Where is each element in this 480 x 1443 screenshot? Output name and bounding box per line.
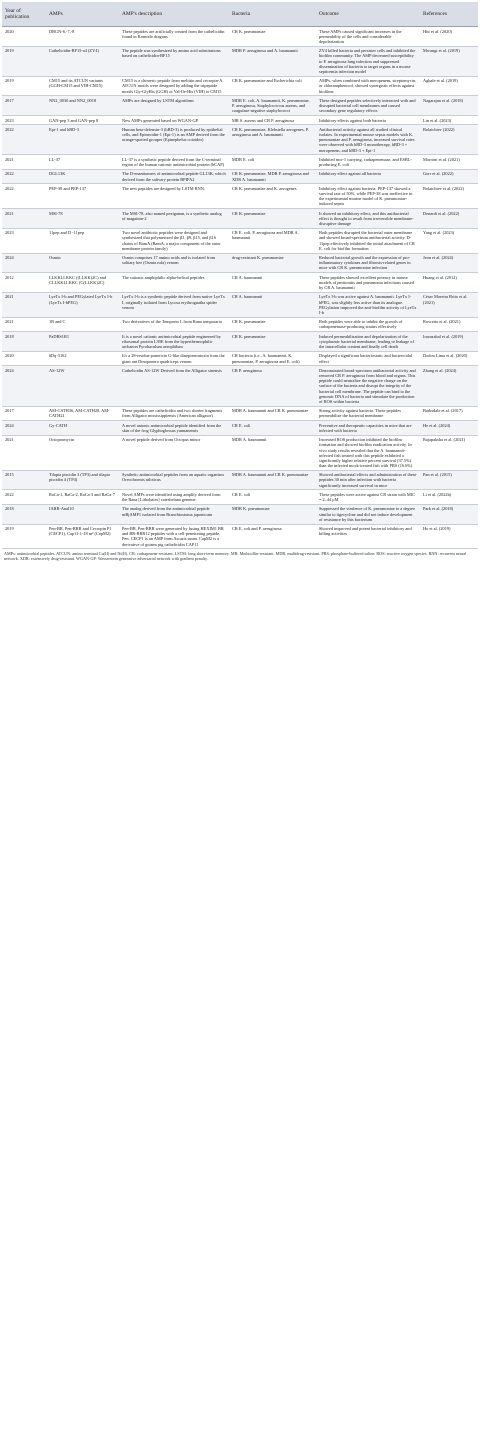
cell-reference: Rajapaksha et al. (2021) xyxy=(420,435,478,470)
header-row xyxy=(2,2,478,27)
cell-description: CM15 is a chimeric peptide from melittin and cecropin-A. ATCUN motifs were designed by adding the tripeptide motifs Gly-GlyHis (GGH) or Val-Ile-His (VIH) to CM15 xyxy=(119,76,229,96)
cell-outcome: AMPs, when combined with meropenem, streptomycin, or chloramphenicol, showed synergistic effects against biofilms xyxy=(316,76,420,96)
cell-year: 2021 xyxy=(2,209,46,229)
cell-year: 2021 xyxy=(2,435,46,470)
cell-description: The D-enantiomers of antimicrobial peptide GL13K, which derived from the salivary protein BPIFA2 xyxy=(119,169,229,184)
cell-description: Cathelicidin AS-12W Derived from the Alligator sinensis xyxy=(119,366,229,406)
cell-year: 2023 xyxy=(2,228,46,253)
cell-amp: LyeTx I-b and PEGylated LyeTx I-b (LyeTx I-bPEG) xyxy=(46,292,119,317)
cell-outcome: Antibacterial activity against all studied clinical isolates. In experimental mouse sepsis models with K. pneumoniae and P. aeruginosa, increased survival rates were observed with hBD-3 monotherapy, hBD-3 + meropenem, and hBD-3 + Epi-1 xyxy=(316,125,420,155)
cell-amp: δDq-3162 xyxy=(46,351,119,366)
cell-reference: Denardi et al. (2022) xyxy=(420,209,478,229)
cell-description: It is a novel cationic antimicrobial peptide engineered by ribosomal protein L39E from the hyperthermophilic archaeon Pyrobaculum aerophilum xyxy=(119,332,229,352)
cell-bacteria: CR K. pneumoniae xyxy=(229,27,316,47)
cell-year: 2012 xyxy=(2,273,46,293)
table-row xyxy=(2,184,478,209)
cell-outcome: Both peptides disrupted the bacterial outer membrane and showed broad-spectrum antibacterial activity. D-11pep effectively inhibited the initial attachment of CR E. coli for biofilm formation xyxy=(316,228,420,253)
cell-reference: Roscetto et al. (2021) xyxy=(420,317,478,332)
cell-bacteria: CR K. pneumoniae xyxy=(229,332,316,352)
header-references: References xyxy=(420,2,478,27)
cell-amp: LLKKLLKKC ((LLKK)2C) and CLLKKLLKKC (C(LLKK)2C) xyxy=(46,273,119,293)
cell-outcome: These AMPs caused significant increases in the permeability of the cells and considerable depolarization xyxy=(316,27,420,47)
table-row xyxy=(2,209,478,229)
cell-year: 2019 xyxy=(2,46,46,76)
cell-bacteria: CR P. aeruginosa xyxy=(229,366,316,406)
cell-amp: 1B and C xyxy=(46,317,119,332)
table-row xyxy=(2,470,478,490)
cell-outcome: Preventive and therapeutic capacities in mice that are infected with bacteria xyxy=(316,421,420,436)
header-year: Year of publication xyxy=(2,2,46,27)
cell-outcome: These peptides showed excellent potency in mouse models of peritonitis and pneumonia infections caused by CR A. baumannii xyxy=(316,273,420,293)
table-row xyxy=(2,366,478,406)
table-row xyxy=(2,27,478,47)
cell-year: 2023 xyxy=(2,115,46,124)
cell-bacteria: MDR E. coli, A. baumannii, K. pneumoniae, P. aeruginosa, Staphylococcus aureus, and coagulase-negative staphylococci xyxy=(229,96,316,116)
cell-reference: Mwangi et al. (2019) xyxy=(420,46,478,76)
cell-amp: PEP-38 and PEP-137 xyxy=(46,184,119,209)
cell-outcome: Strong activity against bacteria. These peptides permeabilize the bacterial membrane xyxy=(316,406,420,421)
cell-outcome: These peptides were active against CR strain with MIC = 2–44 μM xyxy=(316,490,420,505)
cell-reference: Jeon et al. (2024) xyxy=(420,253,478,273)
cell-amp: PaDBS1R1 xyxy=(46,332,119,352)
cell-reference: Yang et al. (2023) xyxy=(420,228,478,253)
cell-description: Novel AMPs were identified using amplify derived from the Rana [Lithobates] catesbeiana genome xyxy=(119,490,229,505)
cell-reference: Dodou Lima et al. (2020) xyxy=(420,351,478,366)
cell-amp: AM-CATH36, AM-CATH28, AM-CATH21 xyxy=(46,406,119,421)
cell-year: 2022 xyxy=(2,490,46,505)
header-outcome: Outcome xyxy=(316,2,420,27)
cell-bacteria: CR K. pneumoniae xyxy=(229,317,316,332)
table-row xyxy=(2,490,478,505)
cell-reference: Agbale et al. (2019) xyxy=(420,76,478,96)
cell-bacteria: MDR E. coli xyxy=(229,155,316,170)
cell-amp: DRGN-6,-7,-8 xyxy=(46,27,119,47)
header-amps: AMPs xyxy=(46,2,119,27)
cell-description: A novel anionic antimicrobial peptide identified from the skin of the frog Glyphoglossus yunnanensis xyxy=(119,421,229,436)
cell-reference: Park et al. (2018) xyxy=(420,504,478,524)
cell-reference: Pan et al. (2015) xyxy=(420,470,478,490)
cell-bacteria: CR K. pneumoniae and K. aerogenes xyxy=(229,184,316,209)
cell-reference: Irazazabal et al. (2019) xyxy=(420,332,478,352)
cell-amp: Tilapia piscidin 3 (TP3) and tilapia piscidin 4 (TP4) xyxy=(46,470,119,490)
table-footnote: AMPs: antimicrobial peptides. ATCUN: amino terminal Cu(II) and Ni(II). CR: carbapenem-resistant. LSTM: long short-term memory. MR: Methicillin-resistant. MDR: multidrug-resistant. PBS: phosphate-buffered saline. ROS: reactive oxygen species. RNN: recurrent neural network. XDR: extensively drug-resistant. WGAN-GP: Wasserstein generative adversarial network with gradient penalty. xyxy=(4,551,467,562)
cell-description: A novel peptide derived from Octopus minor xyxy=(119,435,229,470)
table-row xyxy=(2,524,478,549)
cell-amp: 11pep and D -11pep xyxy=(46,228,119,253)
cell-amp: Pen-BR, Pen-RRR and Cecropin P1 (CECP1), Cap11-1-18 m² (CapM2) xyxy=(46,524,119,549)
cell-bacteria: CR K. pneumoniae and Escherichia coli xyxy=(229,76,316,96)
cell-amp: IARR-Anal10 xyxy=(46,504,119,524)
cell-description: LyeTx I-b is a synthetic peptide derived from native LyeTx I, originally isolated from Lycosa erythrognatha spider venom xyxy=(119,292,229,317)
cell-outcome: These designed peptides selectively interacted with and disrupted bacterial cell membranes and caused secondary gene regulatory effects xyxy=(316,96,420,116)
cell-amp: NN2_0030 and NN2_0018 xyxy=(46,96,119,116)
cell-year: 2024 xyxy=(2,366,46,406)
cell-description: Two derivatives of the Temporin L from Rana temporaria xyxy=(119,317,229,332)
table-row xyxy=(2,76,478,96)
cell-outcome: Showed antibacterial effects and administration of these peptides 30 min after infection with bacteria significantly increased survival in mice xyxy=(316,470,420,490)
cell-reference: Bolatchiev et al. (2022) xyxy=(420,184,478,209)
table-row xyxy=(2,435,478,470)
cell-bacteria: MDR A. baumannii and CR K. pneumoniae xyxy=(229,470,316,490)
cell-bacteria: MDR A. baumannii xyxy=(229,435,316,470)
table-figure xyxy=(2,2,478,561)
cell-year: 2022 xyxy=(2,184,46,209)
cell-reference: Nagarajan et al. (2018) xyxy=(420,96,478,116)
header-bacteria: Bacteria xyxy=(229,2,316,27)
cell-reference: Ho et al. (2019) xyxy=(420,524,478,549)
table-row xyxy=(2,421,478,436)
table-row xyxy=(2,406,478,421)
cell-bacteria: CR K. pneumoniae, Klebsiella aerogenes, P. aeruginosa and A. baumannii xyxy=(229,125,316,155)
cell-year: 2015 xyxy=(2,470,46,490)
cell-amp: AS-12W xyxy=(46,366,119,406)
table-row xyxy=(2,253,478,273)
cell-bacteria: MDR P. aeruginosa and A. baumannii xyxy=(229,46,316,76)
cell-bacteria: MDR A. baumannii and CR K. pneumoniae xyxy=(229,406,316,421)
table-row xyxy=(2,273,478,293)
cell-bacteria: MDR K. pneumoniae xyxy=(229,504,316,524)
cell-year: 2024 xyxy=(2,421,46,436)
cell-description: These peptides are cathelicidin and two shorter fragments from Alligator mississippiensis (American alligator) xyxy=(119,406,229,421)
cell-description: Human beta-defensin-3 (hBD-3) is produced by epithelial cells, and Epinecidin-1 (Epi-1) is an AMP derived from the orange-spotted grouper (Epinephelus coioides) xyxy=(119,125,229,155)
cell-year: 2019 xyxy=(2,76,46,96)
cell-outcome: ZY4 killed bacteria and persister cells and inhibited the biofilm community. The AMP decreased susceptibility to P. aeruginosa lung infection and suppressed dissemination of bacteria to target organs in a mouse septicemia infection model xyxy=(316,46,420,76)
cell-bacteria: CR A. baumannii xyxy=(229,273,316,293)
cell-description: LL-37 is a synthetic peptide derived from the C-terminal region of the human cationic antimicrobial protein (hCAP) xyxy=(119,155,229,170)
table-row xyxy=(2,351,478,366)
table-row xyxy=(2,155,478,170)
cell-description: Synthetic antimicrobial peptides from an aquatic organism Oreochromis niloticus xyxy=(119,470,229,490)
table-body xyxy=(2,27,478,549)
cell-outcome: Reduced bacterial growth and the expression of pro-inflammatory cytokines and fibrosis-related genes in mice with CR K. pneumoniae infection xyxy=(316,253,420,273)
cell-description: These peptides are artificially created from the cathelicidin found in Komodo dragons xyxy=(119,27,229,47)
cell-bacteria: CR E. coli xyxy=(229,421,316,436)
cell-outcome: Inhibitory effects against both bacteria xyxy=(316,115,420,124)
table-row xyxy=(2,115,478,124)
cell-outcome: Increased ROS production inhibited the biofilm formation and showed biofilm eradication activity. In vivo study results revealed that the A. baumannii-infected fish treated with this peptide exhibited a significantly higher relative percent survival (37.5%) than the infected mock-treated fish with PBS (16.6%) xyxy=(316,435,420,470)
cell-outcome: It showed an inhibitory effect, and this antibacterial effect is thought to result from irreversible membrane-disruptive damage xyxy=(316,209,420,229)
cell-year: 2020 xyxy=(2,27,46,47)
cell-reference: Barksdale et al. (2017) xyxy=(420,406,478,421)
cell-outcome: Suppressed the virulence of K. pneumoniae to a degree similar to tigecycline and did not induce development of resistance by this bacterium xyxy=(316,504,420,524)
cell-amp: Epi-1 and hBD-3 xyxy=(46,125,119,155)
table-row xyxy=(2,125,478,155)
cell-outcome: Both peptides were able to inhibit the growth of carbapenemase-producing strains effectively xyxy=(316,317,420,332)
table-row xyxy=(2,228,478,253)
cell-outcome: Induced permeabilization and depolarization of the cytoplasmic bacterial membrane, leading to leakage of the intracellular content and finally cell death xyxy=(316,332,420,352)
cell-bacteria: CR A. baumannii xyxy=(229,292,316,317)
cell-description: The new peptides are designed by LSTM RNN. xyxy=(119,184,229,209)
cell-amp: LL-37 xyxy=(46,155,119,170)
cell-amp: CM15 and its ATCUN variants (GGH-CM15 and VIH-CM15) xyxy=(46,76,119,96)
cell-outcome: LyeTx I-b was active against A. baumannii. LyeTx I-bPEG, was slightly less active than its analogue. PEGylation improved the anti-biofilm activity of LyeTx I-b xyxy=(316,292,420,317)
cell-year: 2024 xyxy=(2,253,46,273)
cell-outcome: Inhibitory effect against bacteria. PEP-137 showed a survival rate of 50%, while PEP-38 was ineffective in the experimental murine model of K. pneumoniae-induced sepsis xyxy=(316,184,420,209)
cell-bacteria: CR K. pneumoniae, MDR P. aeruginosa and XDR A. baumannii xyxy=(229,169,316,184)
cell-bacteria: CR K. pneumoniae xyxy=(229,209,316,229)
cell-year: 2017 xyxy=(2,406,46,421)
cell-outcome: Showed improved and potent bacterial inhibitory and killing activities xyxy=(316,524,420,549)
cell-reference: Morroni et al. (2021) xyxy=(420,155,478,170)
cell-year: 2022 xyxy=(2,125,46,155)
cell-year: 2018 xyxy=(2,332,46,352)
cell-reference: Bolatchiev (2022) xyxy=(420,125,478,155)
cell-year: 2021 xyxy=(2,317,46,332)
cell-description: Two novel antibiotic peptides were designed and synthesized that polymerized the β1, β9, β15, and β16 chains of BamA (BamA, a major component of the outer membrane protein family) xyxy=(119,228,229,253)
cell-description: The analog derived from the antimicrobial peptide mBjAMP1 isolated from Branchiostoma japonicum xyxy=(119,504,229,524)
amp-table xyxy=(2,2,478,549)
cell-reference: Lin et al. (2023) xyxy=(420,115,478,124)
table-row xyxy=(2,504,478,524)
cell-outcome: Inhibited mcr-1 carrying, carbapenemase, and ESBL-producing E. coli xyxy=(316,155,420,170)
cell-reference: Li et al. (2022b) xyxy=(420,490,478,505)
table-row xyxy=(2,332,478,352)
cell-year: 2021 xyxy=(2,155,46,170)
cell-reference: Zhang et al. (2024) xyxy=(420,366,478,406)
cell-year: 2022 xyxy=(2,169,46,184)
cell-amp: MSI-78 xyxy=(46,209,119,229)
cell-description: Osmin comprises 17 amino acids and is isolated from solitary bee (Osmia rufa) venom xyxy=(119,253,229,273)
cell-description: It's a 28-residue ponericin G-like dinoponeratoxin from the giant ant Dinoponera quadriceps venom xyxy=(119,351,229,366)
table-row xyxy=(2,96,478,116)
cell-description: The peptide was synthesized by amino acid substitutions based on cathelicidin-BF15 xyxy=(119,46,229,76)
cell-bacteria: CR bacteria (i.e., A. baumannii, K. pneumoniae, P. aeruginosa and E. coli) xyxy=(229,351,316,366)
cell-reference: César Moreira Brito et al. (2021) xyxy=(420,292,478,317)
cell-amp: Gy-CATH xyxy=(46,421,119,436)
cell-outcome: Inhibitory effect against all bacteria xyxy=(316,169,420,184)
cell-description: The cationic amphiphilic alpha-helical peptides xyxy=(119,273,229,293)
cell-year: 2020 xyxy=(2,351,46,366)
table-row xyxy=(2,292,478,317)
cell-reference: Huang et al. (2012) xyxy=(420,273,478,293)
table-header xyxy=(2,2,478,27)
cell-bacteria: CR E. coli, P. aeruginosa and MDR A. baumannii xyxy=(229,228,316,253)
header-description: AMP's description xyxy=(119,2,229,27)
cell-amp: Octopromycin xyxy=(46,435,119,470)
cell-amp: Cathelicidin-BF15-a4 (ZY4) xyxy=(46,46,119,76)
cell-description: New AMPs generated based on WGAN-GP. xyxy=(119,115,229,124)
cell-reference: Hitt et al. (2020) xyxy=(420,27,478,47)
cell-amp: DGL13K xyxy=(46,169,119,184)
cell-description: The MSI-78, also named pexiganan, is a synthetic analog of magainin-2 xyxy=(119,209,229,229)
cell-outcome: Displayed a significant bacteriostatic and bactericidal effect xyxy=(316,351,420,366)
cell-amp: RaCa-1, RaCa-2, RaCa-3 and RaCa-7 xyxy=(46,490,119,505)
cell-bacteria: CR E. coli and P. aeruginosa xyxy=(229,524,316,549)
cell-bacteria: MR S. aureus and CR P. aeruginosa xyxy=(229,115,316,124)
cell-year: 2017 xyxy=(2,96,46,116)
table-row xyxy=(2,46,478,76)
cell-amp: Osmin xyxy=(46,253,119,273)
cell-amp: GAN-pep 3 and GAN-pep 8 xyxy=(46,115,119,124)
cell-year: 2021 xyxy=(2,292,46,317)
cell-year: 2019 xyxy=(2,524,46,549)
cell-bacteria: drug-resistant K. pneumoniae xyxy=(229,253,316,273)
cell-year: 2018 xyxy=(2,504,46,524)
cell-reference: Gorr et al. (2022) xyxy=(420,169,478,184)
table-row xyxy=(2,317,478,332)
cell-description: Pen-BR, Pen-RRR were generated by fusing HEXIM1 BR and BR-RRR12 peptides with a cell-penetrating peptide, Pen. CECP1 is an AMP from Ascaris suum. CapM2 is a derivative of guinea pig cathelicidin CAP11 xyxy=(119,524,229,549)
cell-outcome: Demonstrated broad-spectrum antibacterial activity and removed CR P. aeruginosa from blood and organs. This peptide could neutralize the negative charge on the surface of the bacteria and disrupt the integrity of the bacterial cell membrane. The peptide can bind to the genomic DNA of bacteria and stimulate the production of ROS within bacteria xyxy=(316,366,420,406)
table-row xyxy=(2,169,478,184)
cell-description: AMPs are designed by LSTM algorithms xyxy=(119,96,229,116)
cell-reference: He et al. (2024) xyxy=(420,421,478,436)
cell-bacteria: CR E. coli xyxy=(229,490,316,505)
